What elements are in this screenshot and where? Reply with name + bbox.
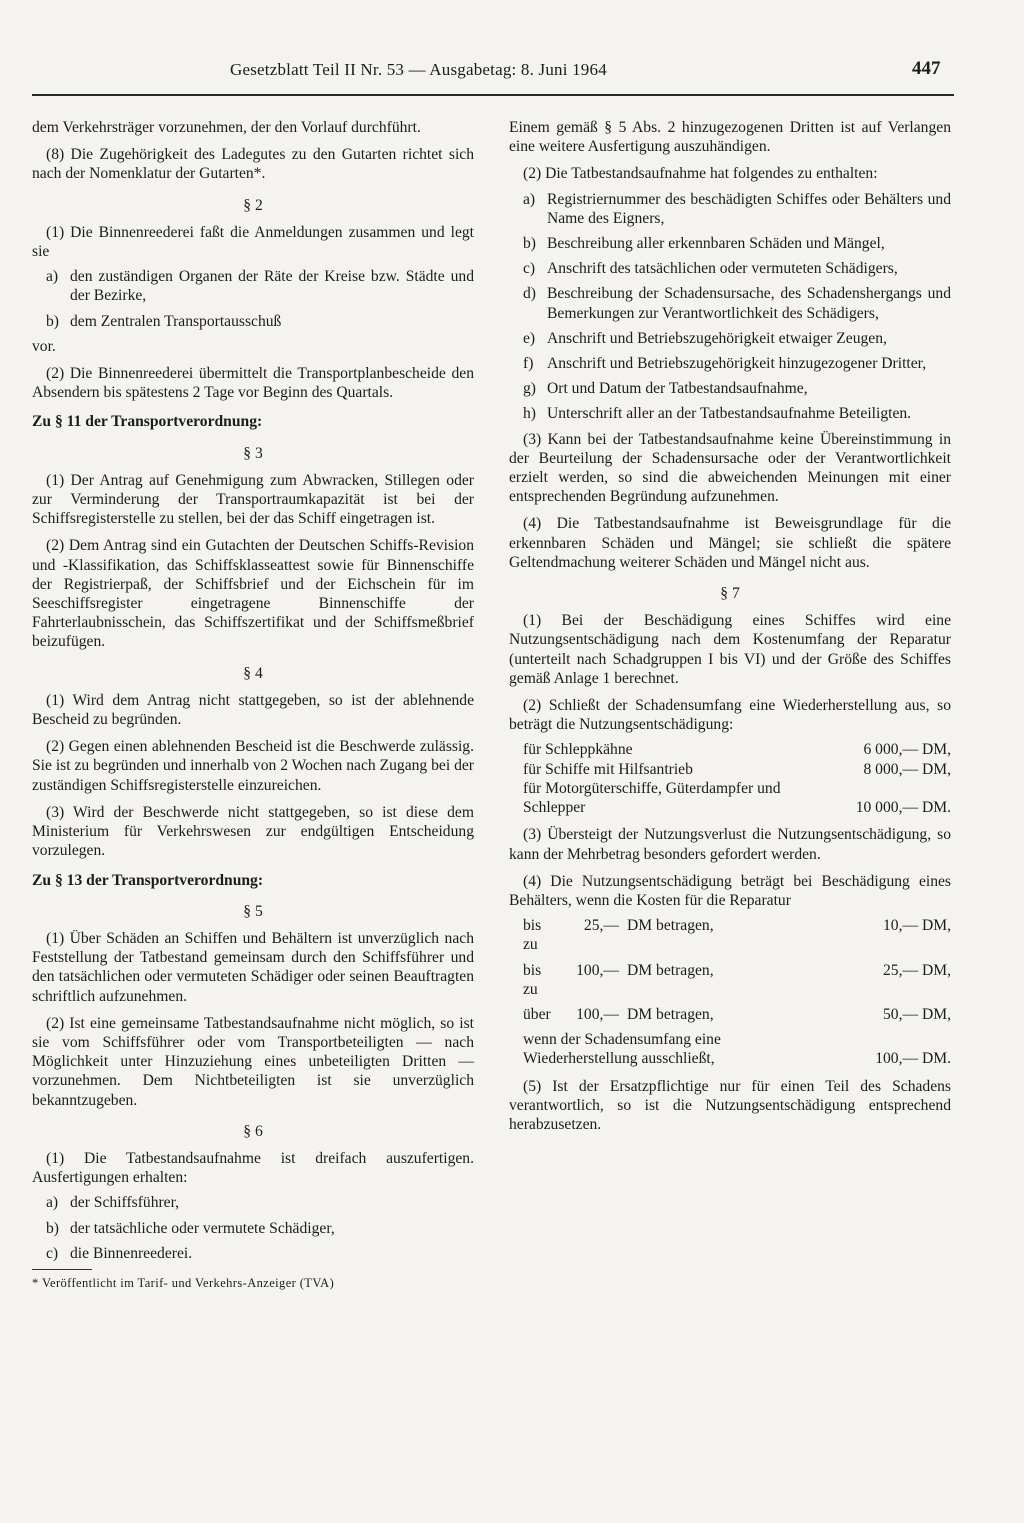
- paragraph: (1) Die Binnenreederei faßt die Anmeldungen zusammen und legt sie: [32, 223, 474, 261]
- rate-label: für Schiffe mit Hilfsantrieb: [523, 760, 693, 778]
- paragraph: (2) Dem Antrag sind ein Gutachten der Deutschen Schiffs-Revision und -Klassifikation, das Schiffsklasseattest sowie für Binnenschiffe der Registrierpaß, der Schiffsbrief und der Eichschein für im Seeschiffsregister eingetragene Binnenschiffe der Fahrterlaubnisschein, das Schiffszertifikat und der Schiffsmeßbrief beizufügen.: [32, 537, 474, 651]
- rate-row: [509, 798, 951, 817]
- rate-label: Schlepper: [523, 799, 586, 817]
- rate-row: [509, 740, 951, 759]
- section-heading: § 7: [720, 585, 740, 603]
- list-item: [523, 259, 951, 278]
- rate-value: 6 000,— DM,: [863, 741, 951, 759]
- running-header: Gesetzblatt Teil II Nr. 53 — Ausgabetag: 8. Juni 1964: [230, 60, 607, 79]
- list-text: dem Zentralen Transportausschuß: [70, 312, 282, 330]
- list-label: a): [46, 1194, 59, 1212]
- list-text: der Schiffsführer,: [70, 1194, 180, 1212]
- footnote: * Veröffentlicht im Tarif- und Verkehrs-Anzeiger (TVA): [32, 1275, 335, 1290]
- list-label: h): [523, 405, 536, 423]
- list-item: [523, 379, 951, 398]
- page-number: 447: [912, 58, 941, 79]
- footnote-rule: [32, 1269, 92, 1270]
- rate-value: 8 000,— DM,: [863, 760, 951, 778]
- list-text: Beschreibung aller erkennbaren Schäden und Mängel,: [547, 235, 885, 253]
- list-text: die Binnenreederei.: [70, 1244, 193, 1262]
- list-text: Ort und Datum der Tatbestandsaufnahme,: [547, 380, 808, 398]
- list-item: [523, 329, 951, 348]
- paragraph: (1) Wird dem Antrag nicht stattgegeben, so ist der ablehnende Bescheid zu begründen.: [32, 691, 474, 729]
- paragraph: (1) Die Tatbestandsaufnahme ist dreifach auszufertigen. Ausfertigungen erhalten:: [32, 1149, 474, 1187]
- list-text: der tatsächliche oder vermutete Schädiger,: [70, 1219, 335, 1237]
- cost-row: [509, 916, 951, 954]
- list-item: [46, 1244, 474, 1263]
- cost-amount: 100,—: [576, 1005, 619, 1023]
- paragraph: (1) Bei der Beschädigung eines Schiffes wird eine Nutzungsentschädigung nach dem Kostenumfang der Reparatur (unterteilt nach Schadgruppen I bis VI) und der Größe des Schiffes gemäß Anlage 1 berechnet.: [509, 612, 951, 687]
- cost-amount: 25,—: [583, 917, 619, 935]
- list-label: e): [523, 329, 536, 347]
- rate-label: für Motorgüterschiffe, Güterdampfer und: [523, 779, 781, 797]
- cost-condition: wenn der Schadensumfang eine Wiederherstellung ausschließt,: [523, 1031, 721, 1068]
- rate-row: [509, 779, 951, 798]
- list-text: den zuständigen Organen der Räte der Kreise bzw. Städte und der Bezirke,: [70, 268, 474, 305]
- list-label: d): [523, 285, 536, 303]
- cost-value: 25,— DM,: [882, 961, 951, 979]
- paragraph: (3) Wird der Beschwerde nicht stattgegeben, so ist diese dem Ministerium für Verkehrswesen zur endgültigen Entscheidung vorzulegen.: [32, 803, 474, 860]
- list-item: [46, 1219, 474, 1238]
- paragraph: (8) Die Zugehörigkeit des Ladegutes zu den Gutarten richtet sich nach der Nomenklatur der Gutarten*.: [32, 146, 474, 183]
- list-label: g): [523, 380, 536, 398]
- list-item: [46, 267, 474, 305]
- cost-amount: 100,—: [576, 961, 619, 979]
- paragraph: (4) Die Tatbestandsaufnahme ist Beweisgrundlage für die erkennbaren Schäden und Mängel; sie schließt die spätere Geltendmachung weiterer Schäden und Mängel nicht aus.: [509, 515, 951, 571]
- list-item: [523, 234, 951, 253]
- section-heading: § 5: [243, 902, 263, 920]
- list-text: Registriernummer des beschädigten Schiffes oder Behälters und Name des Eigners,: [547, 190, 951, 227]
- list-item: [46, 1193, 474, 1212]
- list-item: [523, 284, 951, 322]
- list-text: Anschrift des tatsächlichen oder vermuteten Schädigers,: [547, 260, 898, 278]
- paragraph: (4) Die Nutzungsentschädigung beträgt bei Beschädigung eines Behälters, wenn die Kosten für die Reparatur: [509, 872, 951, 909]
- cost-value: 10,— DM,: [882, 917, 951, 935]
- section-heading: § 2: [243, 196, 263, 214]
- section-heading: § 4: [243, 664, 263, 682]
- paragraph: (5) Ist der Ersatzpflichtige nur für einen Teil des Schadens verantwortlich, so ist die Nutzungsentschädigung entsprechend herabzusetzen.: [509, 1077, 951, 1133]
- cost-text: DM betragen,: [627, 1005, 714, 1023]
- list-label: b): [46, 312, 59, 330]
- list-text: Anschrift und Betriebszugehörigkeit etwaiger Zeugen,: [547, 329, 887, 347]
- list-text: Unterschrift aller an der Tatbestandsaufnahme Beteiligten.: [547, 405, 912, 423]
- list-label: c): [523, 260, 536, 278]
- paragraph: (2) Schließt der Schadensumfang eine Wiederherstellung aus, so beträgt die Nutzungsentschädigung:: [509, 697, 951, 734]
- section-heading: § 6: [243, 1122, 263, 1140]
- cost-qualifier: bis zu: [523, 917, 542, 954]
- subheading: Zu § 11 der Transportverordnung:: [32, 413, 263, 431]
- list-label: a): [46, 268, 59, 286]
- paragraph: (2) Gegen einen ablehnenden Bescheid ist die Beschwerde zulässig. Sie ist zu begründen und innerhalb von 2 Wochen nach Zugang bei der zuständigen Schiffsregisterstelle einzureichen.: [32, 738, 474, 794]
- list-label: b): [46, 1219, 59, 1237]
- rate-value: [831, 779, 951, 798]
- list-text: Beschreibung der Schadensursache, des Schadenshergangs und Bemerkungen zur Verantwortlichkeit des Schädigers,: [547, 285, 951, 322]
- paragraph: (1) Über Schäden an Schiffen und Behältern ist unverzüglich nach Feststellung der Tatbestand gemeinsam durch den Schiffsführer und den tatsächlichen oder vermuteten Schädiger oder seinen Beauftragten schriftlich aufzunehmen.: [32, 929, 474, 1005]
- rate-value: 10 000,— DM.: [855, 799, 951, 817]
- rate-table: [509, 740, 951, 817]
- list-item: [523, 404, 951, 423]
- item-list: [509, 190, 951, 424]
- paragraph: (3) Kann bei der Tatbestandsaufnahme keine Übereinstimmung in der Beurteilung der Schadensursache oder der Verantwortlichkeit erzielt werden, so sind die abweichenden Meinungen mit einer entsprechenden Begründung aufzunehmen.: [509, 430, 951, 506]
- rate-label: für Schleppkähne: [523, 741, 633, 759]
- paragraph-continued: Einem gemäß § 5 Abs. 2 hinzugezogenen Dritten ist auf Verlangen eine weitere Ausfertigung auszuhändigen.: [509, 119, 951, 156]
- list-label: a): [523, 190, 536, 208]
- paragraph: (2) Ist eine gemeinsame Tatbestandsaufnahme nicht möglich, so ist sie vom Schiffsführer oder vom Transportbeteiligten — nach Möglichkeit unter Hinzuziehung eines unbeteiligten Dritten — vorzunehmen. Dem Nichtbeteiligten ist sie unverzüglich bekanntzugeben.: [32, 1014, 474, 1109]
- left-column: [32, 118, 474, 1293]
- rate-row: [509, 760, 951, 779]
- cost-text: DM betragen,: [627, 961, 714, 979]
- paragraph: (2) Die Binnenreederei übermittelt die Transportplanbescheide den Absendern bis spätestens 2 Tage vor Beginn des Quartals.: [32, 365, 474, 402]
- section-heading: § 3: [243, 444, 263, 462]
- cost-qualifier: bis zu: [523, 961, 542, 998]
- cost-value: 100,— DM.: [875, 1050, 951, 1068]
- list-label: c): [46, 1244, 59, 1262]
- list-item: [523, 354, 951, 373]
- right-column: [509, 118, 951, 1142]
- list-label: b): [523, 235, 536, 253]
- list-label: f): [523, 355, 534, 373]
- cost-text: DM betragen,: [627, 917, 714, 935]
- cost-value: 50,— DM,: [882, 1005, 951, 1023]
- cost-qualifier: über: [523, 1005, 551, 1023]
- list-item: [523, 190, 951, 228]
- cost-table: [509, 916, 951, 1024]
- paragraph: (3) Übersteigt der Nutzungsverlust die Nutzungsentschädigung, so kann der Mehrbetrag besonders gefordert werden.: [509, 826, 951, 863]
- cost-row: [509, 1005, 951, 1024]
- list-text: Anschrift und Betriebszugehörigkeit hinzugezogener Dritter,: [547, 355, 927, 373]
- cost-row: [509, 961, 951, 999]
- subheading: Zu § 13 der Transportverordnung:: [32, 871, 264, 889]
- cost-row: [509, 1030, 951, 1068]
- paragraph: (1) Der Antrag auf Genehmigung zum Abwracken, Stillegen oder zur Verminderung der Transportraumkapazität ist bei der Schiffsregisterstelle zu stellen, bei der das Schiff eingetragen ist.: [32, 471, 474, 528]
- paragraph-continued: dem Verkehrsträger vorzunehmen, der den Vorlauf durchführt.: [32, 119, 421, 136]
- paragraph: (2) Die Tatbestandsaufnahme hat folgendes zu enthalten:: [523, 165, 878, 183]
- paragraph: vor.: [32, 337, 56, 355]
- list-item: [46, 312, 474, 331]
- header-rule: [32, 94, 954, 96]
